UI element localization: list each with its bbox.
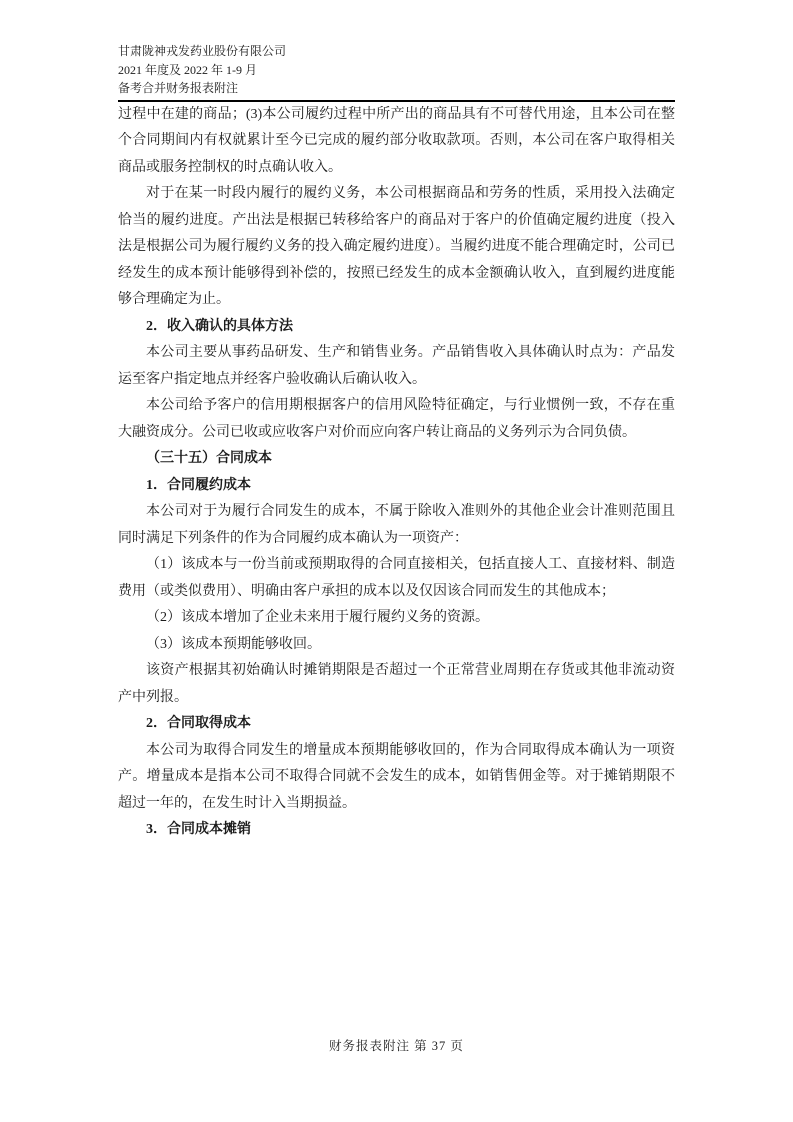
header-company-name: 甘肃陇神戎发药业股份有限公司	[118, 44, 287, 58]
heading-contract-cost-amortization: 3．合同成本摊销	[146, 822, 251, 837]
page-footer: 财务报表附注 第 37 页	[329, 1039, 464, 1053]
page-header	[118, 0, 675, 102]
paragraph-time-period-obligation: 对于在某一时段内履行的履约义务，本公司根据商品和劳务的性质，采用投入法确定恰当的履约进度。产出法是根据已转移给客户的商品对于客户的价值确定履约进度（投入法是根据公司为履行履约义务的投入确定履约进度）。当履约进度不能合理确定时，公司已经发生的成本预计能够得到补偿的，按照已经发生的成本金额确认收入，直到履约进度能够合理确定为止。	[118, 186, 675, 307]
paragraph-performance-cost-intro: 本公司对于为履行合同发生的成本，不属于除收入准则外的其他企业会计准则范围且同时满足下列条件的作为合同履约成本确认为一项资产：	[118, 504, 675, 546]
heading-contract-acquisition-cost: 2．合同取得成本	[146, 716, 251, 731]
header-report-period: 2021 年度及 2022 年 1-9 月	[118, 62, 257, 77]
document-body	[118, 102, 675, 844]
paragraph-asset-presentation: 该资产根据其初始确认时摊销期限是否超过一个正常营业周期在存货或其他非流动资产中列报。	[118, 663, 675, 705]
heading-revenue-recognition-method: 2．收入确认的具体方法	[146, 318, 293, 334]
paragraph-acquisition-cost: 本公司为取得合同发生的增量成本预期能够收回的，作为合同取得成本确认为一项资产。增量成本是指本公司不取得合同就不会发生的成本，如销售佣金等。对于摊销期限不超过一年的，在发生时计入当期损益。	[118, 742, 675, 811]
list-item-cost-condition-3: （3）该成本预期能够收回。	[146, 636, 321, 652]
list-item-cost-condition-2: （2）该成本增加了企业未来用于履行履约义务的资源。	[146, 610, 489, 625]
header-doc-title: 备考合并财务报表附注	[118, 81, 239, 95]
list-item-cost-condition-1: （1）该成本与一份当前或预期取得的合同直接相关，包括直接人工、直接材料、制造费用（或类似费用）、明确由客户承担的成本以及仅因该合同而发生的其他成本；	[118, 557, 675, 599]
paragraph-revenue-recognition-point: 本公司主要从事药品研发、生产和销售业务。产品销售收入具体确认时点为：产品发运至客户指定地点并经客户验收确认后确认收入。	[118, 345, 675, 387]
heading-contract-cost-section: （三十五）合同成本	[146, 451, 272, 466]
paragraph-continuation: 过程中在建的商品；(3)本公司履约过程中所产出的商品具有不可替代用途，且本公司在整个合同期间内有权就累计至今已完成的履约部分收取款项。否则，本公司在客户取得相关商品或服务控制权的时点确认收入。	[118, 106, 675, 175]
heading-contract-performance-cost: 1．合同履约成本	[146, 477, 251, 493]
paragraph-credit-period: 本公司给予客户的信用期根据客户的信用风险特征确定，与行业惯例一致，不存在重大融资成分。公司已收或应收客户对价而应向客户转让商品的义务列示为合同负债。	[118, 398, 675, 440]
